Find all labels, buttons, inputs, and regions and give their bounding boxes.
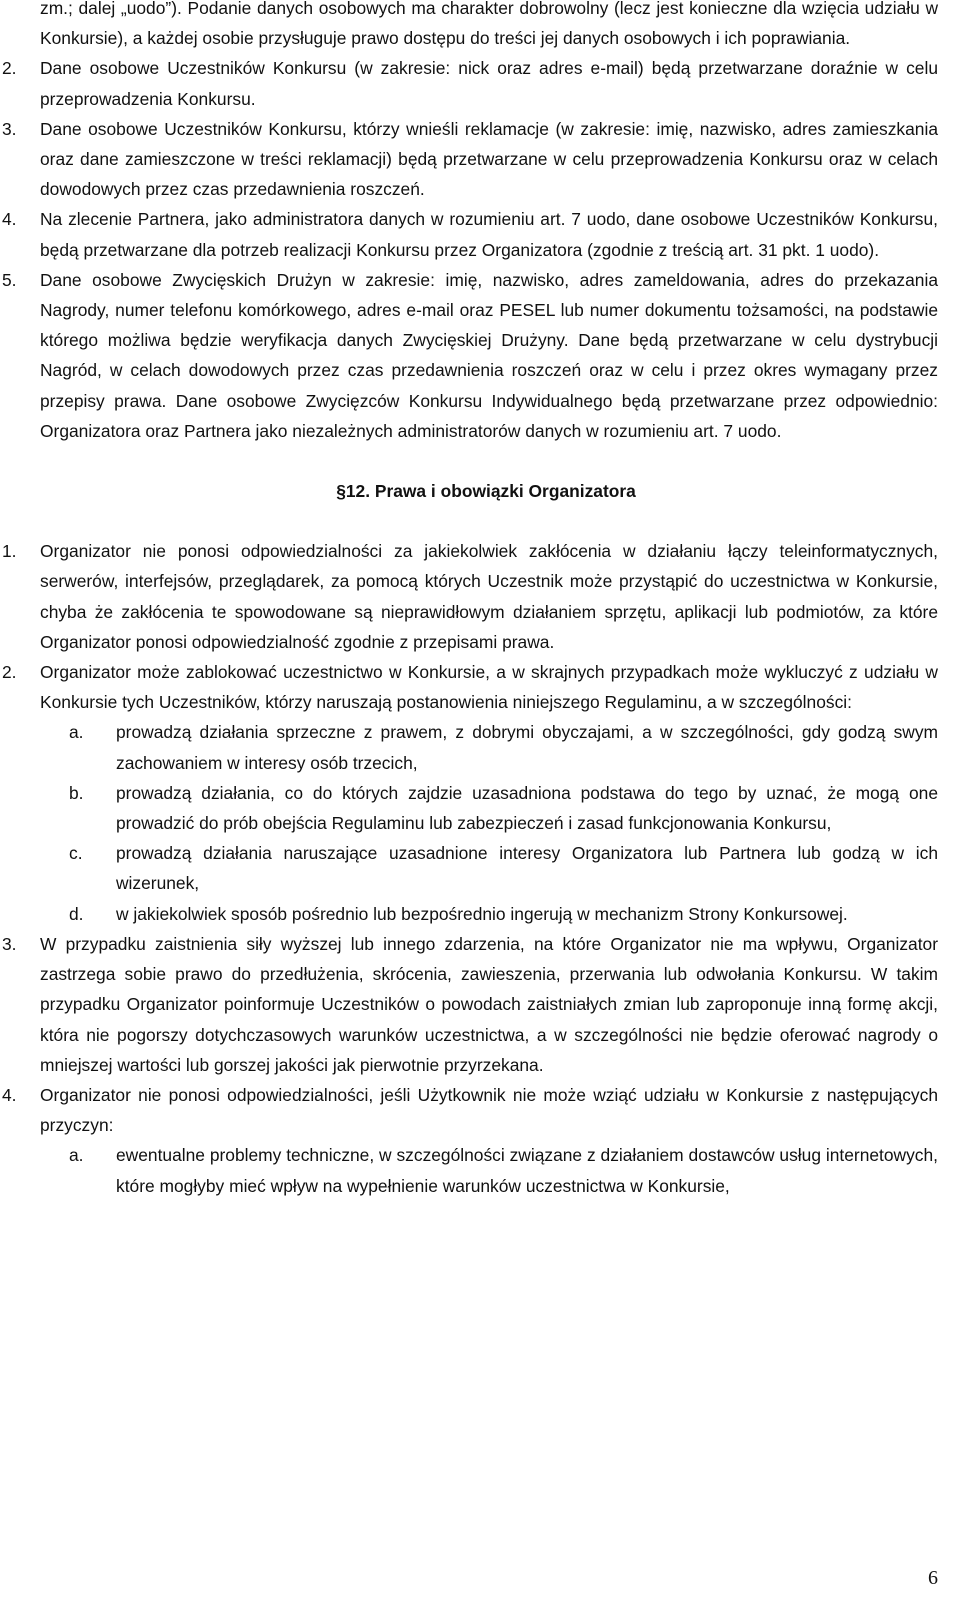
list-item [0,657,960,717]
item-number: 4. [2,209,17,230]
sub-item-text: ewentualne problemy techniczne, w szczególności związane z działaniem dostawców usług internetowych, które mogłyby mieć wpływ na wypełnienie warunków uczestnictwa w Konkursie, [116,1145,938,1196]
intro-paragraph: zm.; dalej „uodo”). Podanie danych osobowych ma charakter dobrowolny (lecz jest konieczne dla wzięcia udziału w Konkursie), a każdej osobie przysługuje prawo dostępu do treści jej danych osobowych i ich poprawiania. [40,0,938,49]
item-number: 2. [2,58,17,79]
item-text: Organizator może zablokować uczestnictwo w Konkursie, a w skrajnych przypadkach może wykluczyć z udziału w Konkursie tych Uczestników, którzy naruszają postanowienia niniejszego Regulaminu, a w szczególności: [40,662,938,713]
section-heading: §12. Prawa i obowiązki Organizatora [336,481,636,502]
item-text: Dane osobowe Uczestników Konkursu, którzy wnieśli reklamacje (w zakresie: imię, nazwisko, adres zamieszkania oraz dane zamieszczone w treści reklamacji) będą przetwarzane w celu przeprowadzenia Konkursu oraz w celach dowodowych przez czas przedawnienia roszczeń. [40,118,938,200]
sub-list-item [0,1140,960,1200]
list-item [0,265,960,446]
page-number: 6 [928,1566,938,1589]
item-text: Dane osobowe Zwycięskich Drużyn w zakresie: imię, nazwisko, adres zameldowania, adres do przekazania Nagrody, numer telefonu komórkowego, adres e-mail oraz PESEL lub numer dokumentu tożsamości, na podstawie którego możliwa będzie weryfikacja danych Zwycięskiej Drużyny. Dane będą przetwarzane w celu dystrybucji Nagród, w celach dowodowych przez czas przedawnienia roszczeń oraz w celu i przez okres wymagany przez przepisy prawa. Dane osobowe Zwycięzców Konkursu Indywidualnego będą przetwarzane przez odpowiednio: Organizatora oraz Partnera jako niezależnych administratorów danych w rozumieniu art. 7 uodo. [40,269,938,441]
sub-item-letter: c. [69,843,83,864]
item-number: 3. [2,118,17,139]
sub-list-item [0,717,960,777]
item-text: Na zlecenie Partnera, jako administratora danych w rozumieniu art. 7 uodo, dane osobowe Uczestników Konkursu, będą przetwarzane dla potrzeb realizacji Konkursu przez Organizatora (zgodnie z treścią art. 31 pkt. 1 uodo). [40,209,938,260]
list-item [0,53,960,113]
sub-item-text: prowadzą działania sprzeczne z prawem, z dobrymi obyczajami, a w szczególności, gdy godzą swym zachowaniem w interesy osób trzecich, [116,722,938,773]
item-text: Organizator nie ponosi odpowiedzialności za jakiekolwiek zakłócenia w działaniu łączy teleinformatycznych, serwerów, interfejsów, przeglądarek, za pomocą których Uczestnik może przystąpić do uczestnictwa w Konkursie, chyba że zakłócenia te spowodowane są nieprawidłowym działaniem sprzętu, aplikacji lub podmiotów, za które Organizator ponosi odpowiedzialność zgodnie z przepisami prawa. [40,541,938,652]
list-item [0,204,960,264]
sub-item-letter: a. [69,1145,84,1166]
item-text: W przypadku zaistnienia siły wyższej lub innego zdarzenia, na które Organizator nie ma wpływu, Organizator zastrzega sobie prawo do przedłużenia, skrócenia, zawieszenia, przerwania lub odwołania Konkursu. W takim przypadku Organizator poinformuje Uczestników o powodach zaistniałych zmian lub zaproponuje inną formę akcji, która nie pogorszy dotychczasowych warunków uczestnictwa, a w szczególności nie będzie oferować nagrody o mniejszej wartości lub gorszej jakości jak pierwotnie przyrzekana. [40,933,938,1075]
list-item [0,114,960,205]
list-item [0,1080,960,1140]
item-number: 3. [2,933,17,954]
sub-item-letter: d. [69,903,84,924]
sub-item-text: prowadzą działania, co do których zajdzie uzasadniona podstawa do tego by uznać, że mogą one prowadzić do prób obejścia Regulaminu lub zabezpieczeń i zasad funkcjonowania Konkursu, [116,782,938,834]
list-item [0,929,960,1080]
sub-list-item [0,778,960,838]
sub-list-item [0,899,960,929]
item-number: 1. [2,541,17,562]
item-text: Dane osobowe Uczestników Konkursu (w zakresie: nick oraz adres e-mail) będą przetwarzane doraźnie w celu przeprowadzenia Konkursu. [40,58,938,109]
item-number: 2. [2,662,17,683]
item-number: 5. [2,269,17,290]
sub-list-item [0,838,960,898]
item-text: Organizator nie ponosi odpowiedzialności, jeśli Użytkownik nie może wziąć udziału w Konkursie z następujących przyczyn: [40,1084,938,1136]
list-item [0,536,960,657]
sub-item-text: prowadzą działania naruszające uzasadnione interesy Organizatora lub Partnera lub godzą w ich wizerunek, [116,843,938,894]
sub-item-text: w jakiekolwiek sposób pośrednio lub bezpośrednio ingerują w mechanizm Strony Konkursowej. [116,903,848,924]
item-number: 4. [2,1084,17,1105]
sub-item-letter: b. [69,782,84,803]
sub-item-letter: a. [69,722,84,743]
